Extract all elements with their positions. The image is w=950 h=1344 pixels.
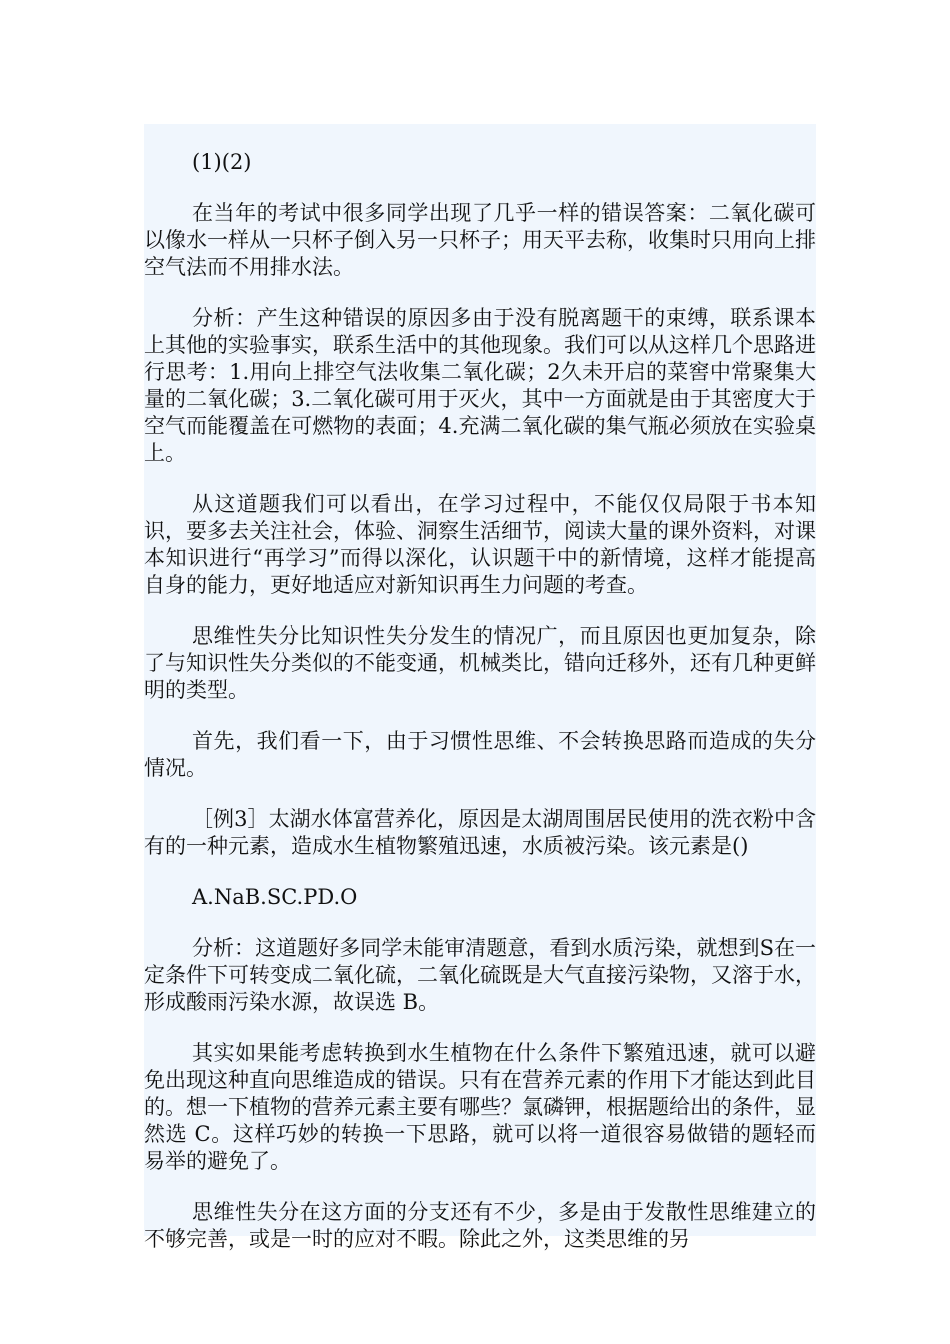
paragraph-answer-options: A.NaB.SC.PD.O xyxy=(192,885,358,909)
paragraph-analysis-co2: 分析：产生这种错误的原因多由于没有脱离题干的束缚，联系课本上其他的实验事实，联系生活中的其他现象。我们可以从这样几个思路进行思考：1.用向上排空气法收集二氧化碳；2久未开启的菜窖中常聚集大量的二氧化碳；3.二氧化碳可用于灭火，其中一方面就是由于其密度大于空气而能覆盖在可燃物的表面；4.充满二氧化碳的集气瓶必须放在实验桌上。 xyxy=(144,306,816,465)
paragraph-example-3: ［例3］太湖水体富营养化，原因是太湖周围居民使用的洗衣粉中含有的一种元素，造成水生植物繁殖迅速，水质被污染。该元素是() xyxy=(144,807,816,858)
paragraph-correct-reasoning: 其实如果能考虑转换到水生植物在什么条件下繁殖迅速，就可以避免出现这种直向思维造成的错误。只有在营养元素的作用下才能达到此目的。想一下植物的营养元素主要有哪些？氯磷钾，根据题给出的条件，显然选 C。这样巧妙的转换一下思路，就可以将一道很容易做错的题轻而易举的避免了。 xyxy=(144,1041,816,1173)
paragraph-thinking-errors: 思维性失分比知识性失分发生的情况广，而且原因也更加复杂，除了与知识性失分类似的不能变通，机械类比，错向迁移外，还有几种更鲜明的类型。 xyxy=(144,624,816,702)
paragraph-further-discussion: 思维性失分在这方面的分支还有不少，多是由于发散性思维建立的不够完善，或是一时的应对不暇。除此之外，这类思维的另 xyxy=(144,1200,816,1251)
document-body xyxy=(144,149,816,1277)
paragraph-common-wrong-answers: 在当年的考试中很多同学出现了几乎一样的错误答案：二氧化碳可以像水一样从一只杯子倒入另一只杯子；用天平去称，收集时只用向上排空气法而不用排水法。 xyxy=(144,201,816,279)
paragraph-learning-lesson: 从这道题我们可以看出，在学习过程中，不能仅仅局限于书本知识，要多去关注社会，体验、洞察生活细节，阅读大量的课外资料，对课本知识进行“再学习”而得以深化，认识题干中的新情境，这样才能提高自身的能力，更好地适应对新知识再生力问题的考查。 xyxy=(144,492,816,597)
paragraph-analysis-example-3: 分析：这道题好多同学未能审清题意，看到水质污染，就想到S在一定条件下可转变成二氧化硫，二氧化硫既是大气直接污染物，又溶于水，形成酸雨污染水源，故误选 B。 xyxy=(144,936,816,1014)
document-page xyxy=(144,124,816,1251)
paragraph-habitual-thinking: 首先，我们看一下，由于习惯性思维、不会转换思路而造成的失分情况。 xyxy=(144,729,816,780)
paragraph-question-numbers: (1)(2) xyxy=(192,150,252,174)
